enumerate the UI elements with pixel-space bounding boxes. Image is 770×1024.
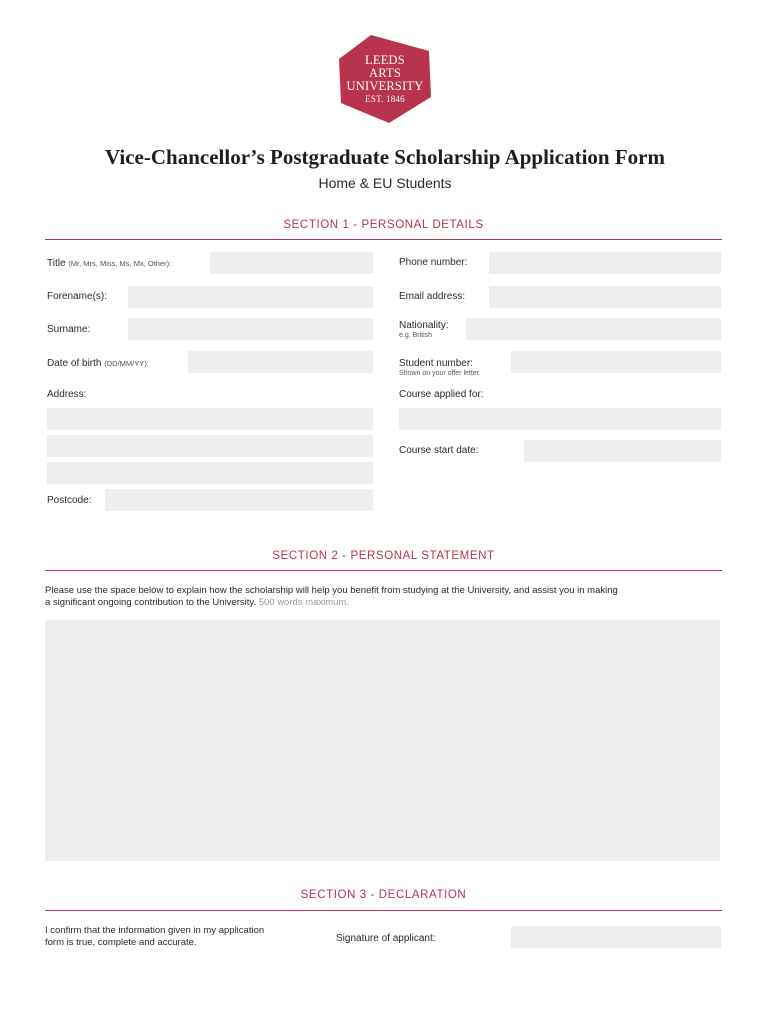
address-line-1-field[interactable] <box>47 408 373 430</box>
postcode-label: Postcode: <box>47 495 92 506</box>
surname-field[interactable] <box>128 318 373 340</box>
student-number-label: Student number: <box>399 358 473 369</box>
logo-wordmark <box>337 33 433 125</box>
phone-field[interactable] <box>489 252 721 274</box>
dob-field[interactable] <box>188 351 373 373</box>
email-field[interactable] <box>489 286 721 308</box>
statement-instructions-line-1: Please use the space below to explain how the scholarship will help you benefit from studying at the University, and assist you in making <box>45 585 618 596</box>
logo-est: EST. 1846 <box>365 93 405 104</box>
forename-label: Forename(s): <box>47 291 108 302</box>
section-3-heading: SECTION 3 - DECLARATION <box>300 889 467 901</box>
course-label: Course applied for: <box>399 389 484 400</box>
start-date-field[interactable] <box>524 440 721 462</box>
section-2-heading: SECTION 2 - PERSONAL STATEMENT <box>272 550 495 562</box>
signature-label: Signature of applicant: <box>336 933 436 944</box>
nationality-field[interactable] <box>466 318 721 340</box>
start-date-label: Course start date: <box>399 445 479 456</box>
dob-hint: (DD/MM/YY): <box>104 359 149 368</box>
course-field[interactable] <box>399 408 721 430</box>
dob-label-text: Date of birth <box>47 358 102 369</box>
declaration-line-2: form is true, complete and accurate. <box>45 937 197 948</box>
postcode-field[interactable] <box>105 489 373 511</box>
declaration-line-1: I confirm that the information given in my application <box>45 925 265 936</box>
forename-field[interactable] <box>128 286 373 308</box>
address-line-3-field[interactable] <box>47 462 373 484</box>
signature-field[interactable] <box>511 926 721 948</box>
phone-label: Phone number: <box>399 257 468 268</box>
logo-line-1: LEEDS <box>365 52 405 67</box>
word-limit-note: 500 words maximum. <box>258 597 349 608</box>
section-2-divider <box>45 570 722 571</box>
nationality-hint: e.g. British <box>399 332 433 339</box>
title-label-text: Title <box>47 258 66 269</box>
address-label: Address: <box>47 389 87 400</box>
section-1-divider <box>45 239 722 240</box>
student-number-field[interactable] <box>511 351 721 373</box>
statement-instructions-line-2-text: a significant ongoing contribution to the University. <box>45 597 257 608</box>
page-subtitle: Home & EU Students <box>318 175 452 191</box>
section-3-divider <box>45 910 722 911</box>
personal-statement-field[interactable] <box>45 620 720 861</box>
nationality-label: Nationality: <box>399 320 449 331</box>
student-number-hint: Shown on your offer letter. <box>399 370 481 377</box>
address-line-2-field[interactable] <box>47 435 373 457</box>
page-title: Vice-Chancellor’s Postgraduate Scholarship Application Form <box>105 145 665 169</box>
title-label <box>47 258 171 269</box>
statement-instructions-line-2 <box>45 597 725 609</box>
surname-label: Surname: <box>47 324 91 335</box>
title-hint: (Mr, Mrs, Miss, Ms, Mx, Other): <box>68 259 172 268</box>
dob-label <box>47 358 149 369</box>
logo-line-3: UNIVERSITY <box>346 78 424 93</box>
university-logo <box>337 33 433 125</box>
email-label: Email address: <box>399 291 466 302</box>
title-field[interactable] <box>210 252 373 274</box>
section-1-heading: SECTION 1 - PERSONAL DETAILS <box>283 219 484 231</box>
logo-line-2: ARTS <box>368 65 401 80</box>
declaration-text <box>45 925 315 949</box>
statement-instructions <box>45 585 725 609</box>
